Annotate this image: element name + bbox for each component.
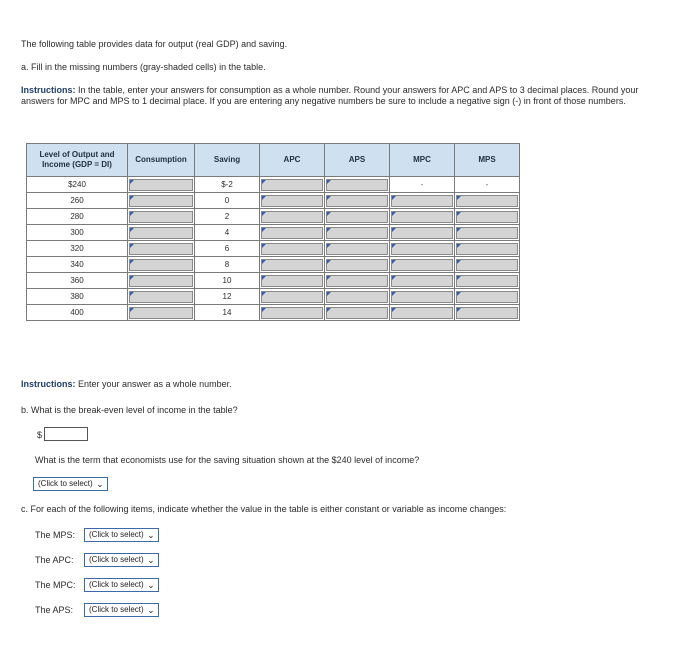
mpc-input-cell[interactable] — [390, 209, 455, 225]
income-cell: 360 — [27, 273, 128, 289]
apc-input-cell[interactable] — [260, 273, 325, 289]
saving-cell: 2 — [195, 209, 260, 225]
saving-cell: $-2 — [195, 177, 260, 193]
chevron-down-icon: ⌄ — [147, 530, 155, 540]
instructions-a — [21, 85, 671, 107]
part-c-question: c. For each of the following items, indicate whether the value in the table is either constant or variable as income changes: — [21, 504, 507, 514]
mps-input[interactable] — [456, 291, 518, 303]
mpc-input[interactable] — [391, 227, 453, 239]
mps-input-cell[interactable] — [455, 241, 520, 257]
mpc-input-cell[interactable] — [390, 289, 455, 305]
aps-input-cell[interactable] — [325, 257, 390, 273]
mpc-input[interactable] — [391, 195, 453, 207]
apc-input[interactable] — [261, 195, 323, 207]
chevron-down-icon: ⌄ — [147, 580, 155, 590]
apc-select[interactable] — [84, 553, 159, 567]
apc-select-label: (Click to select) — [89, 555, 144, 564]
consumption-input-cell[interactable] — [128, 273, 195, 289]
mps-input[interactable] — [456, 211, 518, 223]
apc-input[interactable] — [261, 291, 323, 303]
saving-cell: 14 — [195, 305, 260, 321]
aps-input-cell[interactable] — [325, 241, 390, 257]
apc-input[interactable] — [261, 179, 323, 191]
table-row — [27, 209, 520, 225]
mps-input[interactable] — [456, 227, 518, 239]
aps-input[interactable] — [326, 275, 388, 287]
consumption-input[interactable] — [129, 307, 193, 319]
consumption-input[interactable] — [129, 195, 193, 207]
apc-input-cell[interactable] — [260, 257, 325, 273]
chevron-down-icon: ⌄ — [96, 479, 104, 489]
header-consumption: Consumption — [128, 144, 195, 177]
mps-input-cell[interactable] — [455, 225, 520, 241]
table-row — [27, 257, 520, 273]
apc-input[interactable] — [261, 259, 323, 271]
aps-input[interactable] — [326, 259, 388, 271]
table-row — [27, 225, 520, 241]
mpc-input-cell[interactable] — [390, 257, 455, 273]
saving-cell: 8 — [195, 257, 260, 273]
consumption-input[interactable] — [129, 259, 193, 271]
break-even-input[interactable] — [44, 427, 88, 441]
consumption-input[interactable] — [129, 211, 193, 223]
aps-input-cell[interactable] — [325, 289, 390, 305]
consumption-input[interactable] — [129, 291, 193, 303]
aps-input-cell[interactable] — [325, 177, 390, 193]
apc-input[interactable] — [261, 307, 323, 319]
aps-input[interactable] — [326, 211, 388, 223]
header-income: Level of Output and Income (GDP = DI) — [27, 144, 128, 177]
income-cell: 340 — [27, 257, 128, 273]
mpc-input-cell[interactable] — [390, 225, 455, 241]
income-cell: 300 — [27, 225, 128, 241]
intro-text: The following table provides data for output (real GDP) and saving. — [21, 39, 288, 49]
instructions-b-label: Instructions: — [21, 379, 76, 389]
mpc-select-label: (Click to select) — [89, 580, 144, 589]
income-cell: 400 — [27, 305, 128, 321]
mpc-cell: - — [390, 177, 455, 193]
aps-label: The APS: — [35, 605, 74, 615]
term-select-label: (Click to select) — [38, 479, 93, 488]
apc-input-cell[interactable] — [260, 305, 325, 321]
header-saving: Saving — [195, 144, 260, 177]
aps-input[interactable] — [326, 179, 388, 191]
saving-cell: 10 — [195, 273, 260, 289]
aps-input[interactable] — [326, 307, 388, 319]
mpc-select[interactable] — [84, 578, 159, 592]
mpc-label: The MPC: — [35, 580, 76, 590]
mpc-input-cell[interactable] — [390, 241, 455, 257]
income-cell: $240 — [27, 177, 128, 193]
mps-input-cell[interactable] — [455, 289, 520, 305]
income-cell: 280 — [27, 209, 128, 225]
mpc-input[interactable] — [391, 259, 453, 271]
mps-input-cell[interactable] — [455, 273, 520, 289]
data-table — [26, 143, 520, 321]
aps-input-cell[interactable] — [325, 273, 390, 289]
income-cell: 260 — [27, 193, 128, 209]
mpc-input-cell[interactable] — [390, 193, 455, 209]
term-select[interactable] — [33, 477, 108, 491]
saving-cell: 0 — [195, 193, 260, 209]
consumption-input[interactable] — [129, 243, 193, 255]
apc-input[interactable] — [261, 243, 323, 255]
aps-select[interactable] — [84, 603, 159, 617]
instructions-a-text: In the table, enter your answers for consumption as a whole number. Round your answers for APC and APS to 3 decimal places. Round your answers for MPC and MPS to 1 decimal place. If you are entering any negative numbers be sure to include a negative sign (-) in front of those numbers. — [21, 85, 639, 106]
consumption-input-cell[interactable] — [128, 225, 195, 241]
mps-input-cell[interactable] — [455, 257, 520, 273]
mps-input[interactable] — [456, 259, 518, 271]
mps-cell: - — [455, 177, 520, 193]
consumption-input-cell[interactable] — [128, 209, 195, 225]
income-cell: 320 — [27, 241, 128, 257]
mps-select[interactable] — [84, 528, 159, 542]
table-row — [27, 273, 520, 289]
aps-select-label: (Click to select) — [89, 605, 144, 614]
mps-input-cell[interactable] — [455, 305, 520, 321]
mpc-input[interactable] — [391, 307, 453, 319]
dollar-sign: $ — [37, 430, 43, 440]
header-mps: MPS — [455, 144, 520, 177]
table-row — [27, 193, 520, 209]
apc-input-cell[interactable] — [260, 241, 325, 257]
apc-input-cell[interactable] — [260, 177, 325, 193]
aps-input[interactable] — [326, 243, 388, 255]
mpc-input[interactable] — [391, 275, 453, 287]
apc-input-cell[interactable] — [260, 209, 325, 225]
header-aps: APS — [325, 144, 390, 177]
header-apc: APC — [260, 144, 325, 177]
aps-input-cell[interactable] — [325, 305, 390, 321]
mpc-input[interactable] — [391, 211, 453, 223]
mps-select-label: (Click to select) — [89, 530, 144, 539]
apc-input[interactable] — [261, 227, 323, 239]
chevron-down-icon: ⌄ — [147, 605, 155, 615]
consumption-input-cell[interactable] — [128, 193, 195, 209]
apc-input-cell[interactable] — [260, 193, 325, 209]
mps-input[interactable] — [456, 195, 518, 207]
apc-input[interactable] — [261, 211, 323, 223]
mps-input[interactable] — [456, 307, 518, 319]
instructions-b — [21, 378, 232, 390]
table-row — [27, 305, 520, 321]
consumption-input[interactable] — [129, 179, 193, 191]
mpc-input[interactable] — [391, 291, 453, 303]
income-cell: 380 — [27, 289, 128, 305]
part-a-question: a. Fill in the missing numbers (gray-shaded cells) in the table. — [21, 62, 266, 72]
saving-cell: 4 — [195, 225, 260, 241]
consumption-input[interactable] — [129, 275, 193, 287]
table-row — [27, 241, 520, 257]
mpc-input-cell[interactable] — [390, 305, 455, 321]
apc-input-cell[interactable] — [260, 225, 325, 241]
header-mpc: MPC — [390, 144, 455, 177]
consumption-input-cell[interactable] — [128, 177, 195, 193]
aps-input[interactable] — [326, 227, 388, 239]
apc-input-cell[interactable] — [260, 289, 325, 305]
saving-cell: 12 — [195, 289, 260, 305]
table-header-row — [27, 144, 520, 177]
saving-cell: 6 — [195, 241, 260, 257]
aps-input-cell[interactable] — [325, 209, 390, 225]
mps-input[interactable] — [456, 275, 518, 287]
instructions-b-text: Enter your answer as a whole number. — [75, 379, 232, 389]
consumption-input-cell[interactable] — [128, 289, 195, 305]
aps-input-cell[interactable] — [325, 225, 390, 241]
mps-label: The MPS: — [35, 530, 76, 540]
aps-input-cell[interactable] — [325, 193, 390, 209]
chevron-down-icon: ⌄ — [147, 555, 155, 565]
mps-input-cell[interactable] — [455, 209, 520, 225]
aps-input[interactable] — [326, 195, 388, 207]
consumption-input-cell[interactable] — [128, 241, 195, 257]
term-question: What is the term that economists use for the saving situation shown at the $240 level of income? — [35, 455, 420, 465]
table-row — [27, 177, 520, 193]
table-row — [27, 289, 520, 305]
consumption-input[interactable] — [129, 227, 193, 239]
mps-input[interactable] — [456, 243, 518, 255]
mps-input-cell[interactable] — [455, 193, 520, 209]
consumption-input-cell[interactable] — [128, 257, 195, 273]
instructions-a-label: Instructions: — [21, 85, 76, 95]
mpc-input-cell[interactable] — [390, 273, 455, 289]
part-b-question: b. What is the break-even level of income in the table? — [21, 405, 238, 415]
consumption-input-cell[interactable] — [128, 305, 195, 321]
apc-label: The APC: — [35, 555, 74, 565]
mpc-input[interactable] — [391, 243, 453, 255]
apc-input[interactable] — [261, 275, 323, 287]
aps-input[interactable] — [326, 291, 388, 303]
